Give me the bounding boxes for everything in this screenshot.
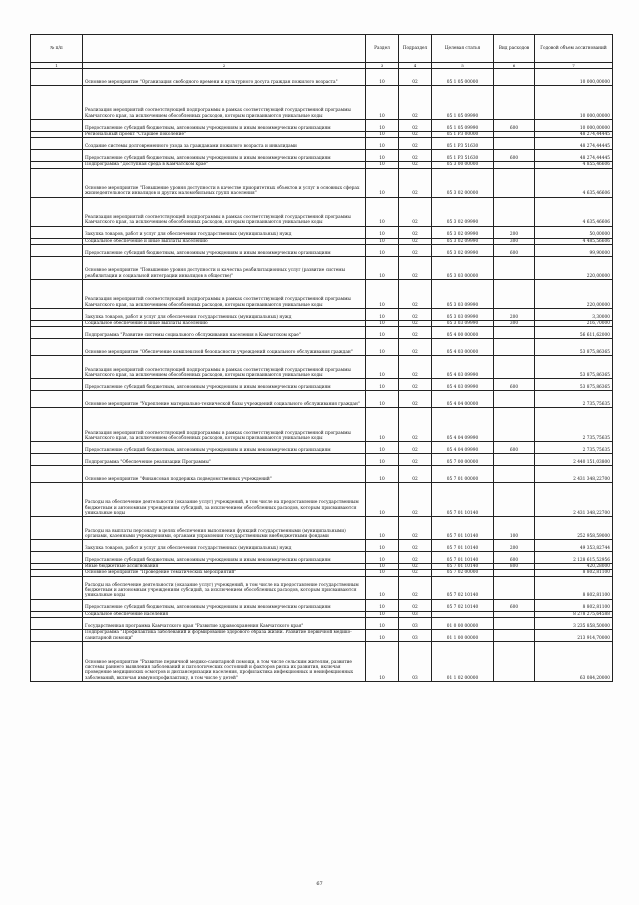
row-section-cell: 10 [366,168,399,197]
row-target-item-cell: 05 1 05 09990 [432,86,494,120]
row-amount-cell: 220,00000 [535,256,613,279]
row-name-cell: Реализация мероприятий соответствующей подпрограммы в рамках соответствующей государственной программы Камчатского края, за исключением обособленных расходов, которым присваиваются уникальные коды [83,279,366,308]
row-amount-cell: 2 431 348,22700 [535,466,613,483]
header-annual-amount: Годовой объем ассигнований [535,35,613,63]
row-target-item-cell: 01 0 00 00000 [432,618,494,630]
row-amount-cell: 8 802,81100 [535,570,613,576]
column-index-cell: 4 [399,63,432,69]
row-name-cell: Реализация мероприятий соответствующей подпрограммы в рамках соответствующей государственной программы Камчатского края, за исключением обособленных расходов, которым присваиваются уникальные коды [83,197,366,226]
row-expense-type-cell [494,168,535,197]
row-name-cell: Подпрограмма "Обеспечение реализации Программы" [83,454,366,466]
row-subsection-cell: 02 [399,552,432,564]
row-number-cell [31,197,83,226]
row-target-item-cell: 05 7 01 10140 [432,517,494,540]
row-target-item-cell: 05 7 01 10140 [432,552,494,564]
row-section-cell: 10 [366,162,399,168]
row-target-item-cell: 05 1 05 09990 [432,120,494,132]
row-target-item-cell: 05 3 03 00000 [432,256,494,279]
row-amount-cell: 252 958,59000 [535,517,613,540]
table-row [31,517,613,540]
row-section-cell: 10 [366,356,399,379]
row-subsection-cell: 02 [399,320,432,326]
row-name-cell: Расходы на выплаты персоналу в целях обеспечения выполнения функций государственными (муниципальными) органами, казенными учреждениями, органами управления государственными внебюджетными фондами [83,517,366,540]
row-target-item-cell: 05 3 03 09990 [432,320,494,326]
row-target-item-cell: 05 3 02 09990 [432,238,494,244]
row-subsection-cell: 02 [399,483,432,517]
row-target-item-cell: 05 4 04 09990 [432,442,494,454]
row-section-cell: 10 [366,256,399,279]
row-subsection-cell: 02 [399,238,432,244]
row-number-cell [31,308,83,320]
row-amount-cell: 3 235 858,50000 [535,618,613,630]
row-target-item-cell: 05 3 00 00000 [432,162,494,168]
table-row [31,120,613,132]
table-row [31,408,613,442]
table-row [31,618,613,630]
row-amount-cell: 4 635,46606 [535,168,613,197]
row-expense-type-cell [494,327,535,339]
row-section-cell: 10 [366,327,399,339]
row-target-item-cell: 05 7 02 10140 [432,599,494,611]
row-expense-type-cell [494,138,535,150]
row-target-item-cell: 05 3 02 09990 [432,244,494,256]
header-name [83,35,366,63]
row-subsection-cell: 03 [399,618,432,630]
row-section-cell: 10 [366,238,399,244]
row-target-item-cell: 05 3 02 09990 [432,197,494,226]
table-row [31,339,613,356]
row-subsection-cell: 02 [399,339,432,356]
table-row [31,308,613,320]
table-row [31,138,613,150]
row-amount-cell: 216,70000 [535,320,613,326]
row-amount-cell: 10 000,00000 [535,69,613,86]
row-amount-cell: 53 875,86365 [535,339,613,356]
table-row [31,279,613,308]
row-amount-cell: 4 635,46606 [535,197,613,226]
row-target-item-cell: 05 7 01 10140 [432,540,494,552]
row-expense-type-cell: 800 [494,564,535,570]
row-amount-cell: 2 735,75635 [535,408,613,442]
row-name-cell: Основное мероприятие "Финансовая поддержка подведомственных учреждений" [83,466,366,483]
row-number-cell [31,327,83,339]
row-section-cell: 10 [366,466,399,483]
header-number: № п/п [31,35,83,63]
row-subsection-cell: 02 [399,576,432,599]
row-target-item-cell: 01 1 02 00000 [432,642,494,682]
row-expense-type-cell [494,69,535,86]
row-subsection-cell: 02 [399,256,432,279]
row-number-cell [31,517,83,540]
row-target-item-cell: 05 3 03 09990 [432,308,494,320]
table-row [31,356,613,379]
row-amount-cell: 8 802,81100 [535,576,613,599]
row-subsection-cell: 02 [399,540,432,552]
row-section-cell: 10 [366,618,399,630]
row-expense-type-cell: 200 [494,226,535,238]
row-section-cell: 10 [366,132,399,138]
row-name-cell: Предоставление субсидий бюджетным, автономным учреждениям и иным некоммерческим организациям [83,552,366,564]
column-index-cell: 2 [83,63,366,69]
row-target-item-cell: 05 3 03 09990 [432,279,494,308]
row-subsection-cell: 02 [399,599,432,611]
row-section-cell: 10 [366,517,399,540]
row-amount-cell: 2 128 615,52956 [535,552,613,564]
row-amount-cell: 53 875,86365 [535,379,613,391]
row-subsection-cell: 02 [399,132,432,138]
table-row [31,86,613,120]
row-amount-cell: 10 000,00000 [535,120,613,132]
row-section-cell: 10 [366,69,399,86]
row-expense-type-cell: 200 [494,540,535,552]
table-row [31,244,613,256]
row-name-cell: Расходы на обеспечение деятельности (оказание услуг) учреждений, в том числе на предоставление государственным бюджетным и автономным учреждениям субсидий, за исключением обособленных расходов, которым присваиваются уникальные коды [83,576,366,599]
row-amount-cell: 220,00000 [535,279,613,308]
row-section-cell: 10 [366,630,399,642]
table-row [31,168,613,197]
row-target-item-cell: 05 1 P3 51630 [432,138,494,150]
header-section: Раздел [366,35,399,63]
row-number-cell [31,466,83,483]
row-name-cell: Региональный проект "Старшее поколение" [83,132,366,138]
row-expense-type-cell [494,408,535,442]
row-number-cell [31,150,83,162]
row-number-cell [31,168,83,197]
row-expense-type-cell [494,86,535,120]
row-target-item-cell: 05 7 02 10140 [432,576,494,599]
row-section-cell: 10 [366,442,399,454]
table-row [31,483,613,517]
row-amount-cell: 50,00000 [535,226,613,238]
row-name-cell: Подпрограмма "Доступная среда в Камчатском крае" [83,162,366,168]
row-expense-type-cell: 600 [494,442,535,454]
row-subsection-cell: 02 [399,442,432,454]
table-row [31,576,613,599]
table-body [31,69,613,682]
row-amount-cell: 48 274,44445 [535,138,613,150]
row-section-cell: 10 [366,86,399,120]
row-amount-cell: 3,30000 [535,308,613,320]
row-number-cell [31,120,83,132]
row-section-cell: 10 [366,408,399,442]
row-section-cell: 10 [366,279,399,308]
row-subsection-cell: 02 [399,69,432,86]
row-name-cell: Социальное обеспечение населения [83,611,366,617]
row-expense-type-cell: 600 [494,244,535,256]
row-section-cell: 10 [366,244,399,256]
row-section-cell: 10 [366,379,399,391]
row-subsection-cell: 02 [399,570,432,576]
row-number-cell [31,642,83,682]
row-number-cell [31,576,83,599]
table-row [31,642,613,682]
row-name-cell: Социальное обеспечение и иные выплаты населению [83,320,366,326]
row-target-item-cell: 01 1 00 00000 [432,630,494,642]
table-row [31,69,613,86]
row-amount-cell: 2 735,75635 [535,442,613,454]
row-section-cell: 10 [366,564,399,570]
row-subsection-cell: 02 [399,308,432,320]
row-number-cell [31,454,83,466]
row-expense-type-cell [494,576,535,599]
row-expense-type-cell [494,454,535,466]
row-target-item-cell: 05 7 01 10140 [432,564,494,570]
row-amount-cell: 10 000,00000 [535,86,613,120]
column-index-cell: 6 [494,63,535,69]
row-name-cell: Закупка товаров, работ и услуг для обеспечения государственных (муниципальных) нужд [83,226,366,238]
row-number-cell [31,356,83,379]
row-number-cell [31,138,83,150]
row-number-cell [31,256,83,279]
row-expense-type-cell: 600 [494,379,535,391]
row-expense-type-cell [494,466,535,483]
row-subsection-cell: 02 [399,356,432,379]
row-subsection-cell: 02 [399,279,432,308]
row-subsection-cell: 02 [399,197,432,226]
row-expense-type-cell: 100 [494,517,535,540]
row-name-cell: Социальное обеспечение и иные выплаты населению [83,238,366,244]
row-name-cell: Реализация мероприятий соответствующей подпрограммы в рамках соответствующей государственной программы Камчатского края, за исключением обособленных расходов, которым присваиваются уникальные коды [83,408,366,442]
row-amount-cell: 56 611,62000 [535,327,613,339]
row-number-cell [31,69,83,86]
row-number-cell [31,279,83,308]
row-section-cell: 10 [366,320,399,326]
row-subsection-cell: 02 [399,86,432,120]
row-target-item-cell: 05 1 05 00000 [432,69,494,86]
row-expense-type-cell [494,642,535,682]
row-target-item-cell: 05 4 00 00000 [432,327,494,339]
row-expense-type-cell: 200 [494,308,535,320]
row-name-cell: Предоставление субсидий бюджетным, автономным учреждениям и иным некоммерческим организациям [83,379,366,391]
table-row [31,391,613,408]
row-section-cell: 10 [366,120,399,132]
row-name-cell: Основное мероприятие "Обеспечение комплексной безопасности учреждений социального обслуживания граждан" [83,339,366,356]
row-subsection-cell: 02 [399,244,432,256]
row-number-cell [31,391,83,408]
row-section-cell: 10 [366,540,399,552]
row-name-cell: Основное мероприятие "Организация свободного времени и культурного досуга граждан пожилого возраста" [83,69,366,86]
row-name-cell: Основное мероприятие "Повышение уровня доступности в качестве приоритетных объектов и услуг в основных сферах жизнедеятельности инвалидов и других маломобильных групп населения" [83,168,366,197]
row-expense-type-cell [494,391,535,408]
header-subsection: Подраздел [399,35,432,63]
row-name-cell: Реализация мероприятий соответствующей подпрограммы в рамках соответствующей государственной программы Камчатского края, за исключением обособленных расходов, которым присваиваются уникальные коды [83,86,366,120]
row-section-cell: 10 [366,570,399,576]
row-name-cell: Основное мероприятие "Проведение тематических мероприятий" [83,570,366,576]
table-row [31,442,613,454]
row-amount-cell: 48 274,44445 [535,150,613,162]
row-section-cell: 10 [366,642,399,682]
row-amount-cell: 48 274,44445 [535,132,613,138]
row-subsection-cell: 03 [399,630,432,642]
row-subsection-cell: 03 [399,642,432,682]
row-name-cell: Расходы на обеспечение деятельности (оказание услуг) учреждений, в том числе на предоставление государственным бюджетным и автономным учреждениям субсидий, за исключением обособленных расходов, которым присваиваются уникальные коды [83,483,366,517]
row-subsection-cell: 02 [399,138,432,150]
row-amount-cell: 4 855,46606 [535,162,613,168]
row-section-cell: 10 [366,454,399,466]
table-row [31,226,613,238]
row-number-cell [31,599,83,611]
row-amount-cell: 99,90000 [535,244,613,256]
row-subsection-cell: 02 [399,162,432,168]
row-name-cell: Реализация мероприятий соответствующей подпрограммы в рамках соответствующей государственной программы Камчатского края, за исключением обособленных расходов, которым присваиваются уникальные коды [83,356,366,379]
row-number-cell [31,618,83,630]
row-subsection-cell: 02 [399,327,432,339]
row-amount-cell: 53 875,86365 [535,356,613,379]
table-row [31,540,613,552]
row-expense-type-cell: 600 [494,552,535,564]
row-name-cell: Предоставление субсидий бюджетным, автономным учреждениям и иным некоммерческим организациям [83,599,366,611]
row-target-item-cell: 05 4 03 00000 [432,339,494,356]
row-name-cell: Основное мероприятие "Повышение уровня доступности и качества реабилитационных услуг (развитие системы реабилитации и социальной интеграции инвалидов в обществе)" [83,256,366,279]
row-number-cell [31,630,83,642]
row-section-cell: 10 [366,576,399,599]
row-number-cell [31,339,83,356]
column-index-cell: 5 [432,63,494,69]
row-subsection-cell: 02 [399,379,432,391]
row-subsection-cell: 02 [399,564,432,570]
row-number-cell [31,408,83,442]
table-row [31,150,613,162]
column-index-cell: 3 [366,63,399,69]
row-section-cell: 10 [366,552,399,564]
row-name-cell: Предоставление субсидий бюджетным, автономным учреждениям и иным некоммерческим организациям [83,244,366,256]
row-section-cell: 10 [366,150,399,162]
row-target-item-cell: 05 4 04 09990 [432,408,494,442]
row-subsection-cell: 02 [399,120,432,132]
row-subsection-cell: 02 [399,454,432,466]
row-subsection-cell: 02 [399,466,432,483]
row-name-cell: Закупка товаров, работ и услуг для обеспечения государственных (муниципальных) нужд [83,540,366,552]
row-section-cell: 10 [366,611,399,617]
row-name-cell: Подпрограмма "Развитие системы социального обслуживания населения в Камчатском крае" [83,327,366,339]
row-subsection-cell: 02 [399,517,432,540]
row-expense-type-cell [494,256,535,279]
table-row [31,197,613,226]
row-name-cell: Государственная программа Камчатского края "Развитие здравоохранения Камчатского края" [83,618,366,630]
row-number-cell [31,379,83,391]
row-subsection-cell: 02 [399,391,432,408]
row-section-cell: 10 [366,226,399,238]
row-amount-cell: 8 802,81100 [535,599,613,611]
budget-allocation-table [30,34,613,682]
row-expense-type-cell [494,630,535,642]
table-row [31,552,613,564]
row-target-item-cell: 05 4 03 09990 [432,356,494,379]
row-target-item-cell: 05 3 02 00000 [432,168,494,197]
row-amount-cell: 63 084,20000 [535,642,613,682]
row-amount-cell: 420,28000 [535,564,613,570]
row-subsection-cell: 02 [399,408,432,442]
row-section-cell: 10 [366,138,399,150]
row-name-cell: Подпрограмма "Профилактика заболеваний и формирование здорового образа жизни. Развитие первичной медико-санитарной помощи" [83,630,366,642]
row-target-item-cell: 05 1 P3 00000 [432,132,494,138]
row-amount-cell: 213 914,70000 [535,630,613,642]
row-amount-cell: 49 353,82744 [535,540,613,552]
row-expense-type-cell: 600 [494,599,535,611]
row-amount-cell: 4 485,56606 [535,238,613,244]
page-number: 67 [316,881,323,887]
row-target-item-cell: 05 1 P3 51630 [432,150,494,162]
row-number-cell [31,540,83,552]
table-row [31,630,613,642]
row-name-cell: Предоставление субсидий бюджетным, автономным учреждениям и иным некоммерческим организациям [83,150,366,162]
row-number-cell [31,483,83,517]
row-expense-type-cell [494,279,535,308]
row-section-cell: 10 [366,339,399,356]
table-row [31,327,613,339]
column-index-cell: 7 [535,63,613,69]
row-name-cell: Иные бюджетные ассигнования [83,564,366,570]
row-number-cell [31,442,83,454]
row-section-cell: 10 [366,483,399,517]
row-target-item-cell: 05 7 00 00000 [432,454,494,466]
row-subsection-cell: 02 [399,168,432,197]
row-expense-type-cell [494,197,535,226]
table-row [31,466,613,483]
row-name-cell: Основное мероприятие "Укрепление материально-технической базы учреждений социального обслуживания граждан" [83,391,366,408]
row-subsection-cell: 03 [399,611,432,617]
row-section-cell: 10 [366,599,399,611]
row-amount-cell: 2 735,75635 [535,391,613,408]
row-expense-type-cell [494,618,535,630]
row-name-cell: Закупка товаров, работ и услуг для обеспечения государственных (муниципальных) нужд [83,308,366,320]
header-target-item: Целевая статья [432,35,494,63]
row-number-cell [31,86,83,120]
table-header-row [31,35,613,63]
row-expense-type-cell [494,356,535,379]
row-expense-type-cell: 300 [494,320,535,326]
row-subsection-cell: 02 [399,150,432,162]
row-target-item-cell: 05 7 01 10140 [432,483,494,517]
row-number-cell [31,226,83,238]
row-name-cell: Основное мероприятие "Развитие первичной медико-санитарной помощи, в том числе сельским жителям, развитие системы раннего выявления заболеваний и патологических состояний и факторов риска их развития, включая проведение медицинских осмотров и диспансеризации населения, профилактика инфекционных и неинфекционных заболеваний, включая иммунопрофилактику, в том числе у детей" [83,642,366,682]
row-target-item-cell: 05 7 01 00000 [432,466,494,483]
row-section-cell: 10 [366,308,399,320]
row-section-cell: 10 [366,391,399,408]
row-expense-type-cell: 600 [494,120,535,132]
row-amount-cell: 2 431 348,22700 [535,483,613,517]
row-expense-type-cell: 600 [494,150,535,162]
row-target-item-cell: 05 3 02 09990 [432,226,494,238]
row-expense-type-cell [494,339,535,356]
table-row [31,454,613,466]
row-name-cell: Создание системы долговременного ухода за гражданами пожилого возраста и инвалидами [83,138,366,150]
row-subsection-cell: 02 [399,226,432,238]
table-row [31,599,613,611]
row-name-cell: Предоставление субсидий бюджетным, автономным учреждениям и иным некоммерческим организациям [83,120,366,132]
row-section-cell: 10 [366,197,399,226]
row-amount-cell: 2 440 151,03800 [535,454,613,466]
header-expense-type: Вид расходов [494,35,535,63]
table-row [31,379,613,391]
row-number-cell [31,552,83,564]
row-expense-type-cell [494,483,535,517]
column-index-cell: 1 [31,63,83,69]
row-target-item-cell: 05 4 03 09990 [432,379,494,391]
table-row [31,256,613,279]
row-number-cell [31,244,83,256]
row-target-item-cell: 05 4 04 00000 [432,391,494,408]
row-expense-type-cell: 300 [494,238,535,244]
row-name-cell: Предоставление субсидий бюджетным, автономным учреждениям и иным некоммерческим организациям [83,442,366,454]
row-target-item-cell: 05 7 02 00000 [432,570,494,576]
row-amount-cell: 8 278 275,64588 [535,611,613,617]
